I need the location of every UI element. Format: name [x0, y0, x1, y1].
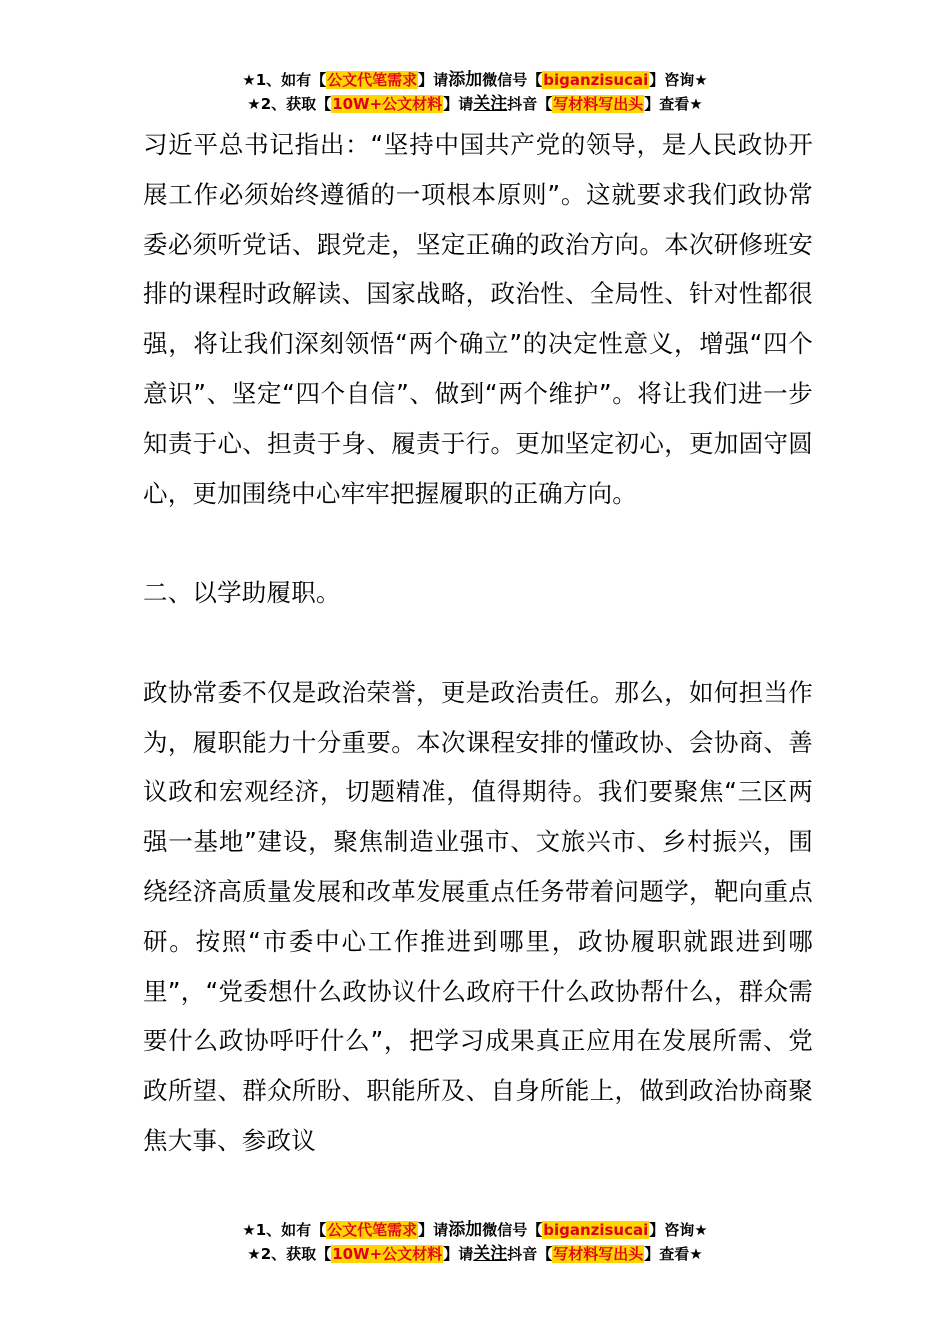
promo-text: 微信号【: [482, 1221, 543, 1239]
promo-highlight: 公文代笔需求: [327, 1221, 418, 1239]
top-promo-banner: [0, 68, 950, 116]
promo-text: ★2、获取【: [247, 1245, 332, 1263]
promo-text: 抖音【: [507, 1245, 553, 1263]
promo-line-2: [0, 1242, 950, 1266]
paragraph-gap: [143, 618, 813, 668]
promo-emphasis: 添加: [448, 70, 483, 90]
promo-text: 】请: [443, 1245, 474, 1263]
promo-text: 】咨询★: [649, 71, 708, 89]
promo-highlight: 写材料写出头: [553, 95, 644, 113]
paragraph-1: 习近平总书记指出：“坚持中国共产党的领导，是人民政协开展工作必须始终遵循的一项根本原则”。这就要求我们政协常委必须听党话、跟党走，坚定正确的政治方向。本次研修班安排的课程时政解读、国家战略，政治性、全局性、针对性都很强，将让我们深刻领悟“两个确立”的决定性意义，增强“四个意识”、坚定“四个自信”、做到“两个维护”。将让我们进一步知责于心、担责于身、履责于行。更加坚定初心，更加固守圆心，更加围绕中心牢牢把握履职的正确方向。: [143, 130, 813, 508]
promo-highlight: 写材料写出头: [553, 1245, 644, 1263]
promo-emphasis: 关注: [473, 94, 508, 114]
promo-highlight: 10W+公文材料: [332, 1245, 443, 1263]
promo-text: 】查看★: [644, 95, 703, 113]
paragraph-gap: [143, 518, 813, 568]
promo-line-2: [0, 92, 950, 116]
promo-text: ★2、获取【: [247, 95, 332, 113]
promo-text: 】请: [418, 71, 449, 89]
promo-text: 】请: [443, 95, 474, 113]
promo-text: 微信号【: [482, 71, 543, 89]
promo-text: ★1、如有【: [242, 1221, 327, 1239]
promo-emphasis: 添加: [448, 1220, 483, 1240]
promo-highlight: 公文代笔需求: [327, 71, 418, 89]
promo-text: ★1、如有【: [242, 71, 327, 89]
promo-highlight: biganzisucai: [543, 1221, 649, 1239]
paragraph-2: 政协常委不仅是政治荣誉，更是政治责任。那么，如何担当作为，履职能力十分重要。本次课程安排的懂政协、会协商、善议政和宏观经济，切题精准，值得期待。我们要聚焦“三区两强一基地”建设，聚焦制造业强市、文旅兴市、乡村振兴，围绕经济高质量发展和改革发展重点任务带着问题学，靶向重点研。按照“市委中心工作推进到哪里，政协履职就跟进到哪里”，“党委想什么政协议什么政府干什么政协帮什么，群众需要什么政协呼吁什么”，把学习成果真正应用在发展所需、党政所望、群众所盼、职能所及、自身所能上，做到政治协商聚焦大事、参政议: [143, 677, 813, 1155]
promo-text: 】查看★: [644, 1245, 703, 1263]
section-heading-2: 二、以学助履职。: [143, 578, 341, 608]
document-body: [143, 120, 813, 1166]
promo-text: 】咨询★: [649, 1221, 708, 1239]
promo-emphasis: 关注: [473, 1244, 508, 1264]
promo-text: 】请: [418, 1221, 449, 1239]
promo-line-1: [0, 1218, 950, 1242]
promo-highlight: 10W+公文材料: [332, 95, 443, 113]
promo-line-1: [0, 68, 950, 92]
bottom-promo-banner: [0, 1218, 950, 1266]
promo-text: 抖音【: [507, 95, 553, 113]
promo-highlight: biganzisucai: [543, 71, 649, 89]
